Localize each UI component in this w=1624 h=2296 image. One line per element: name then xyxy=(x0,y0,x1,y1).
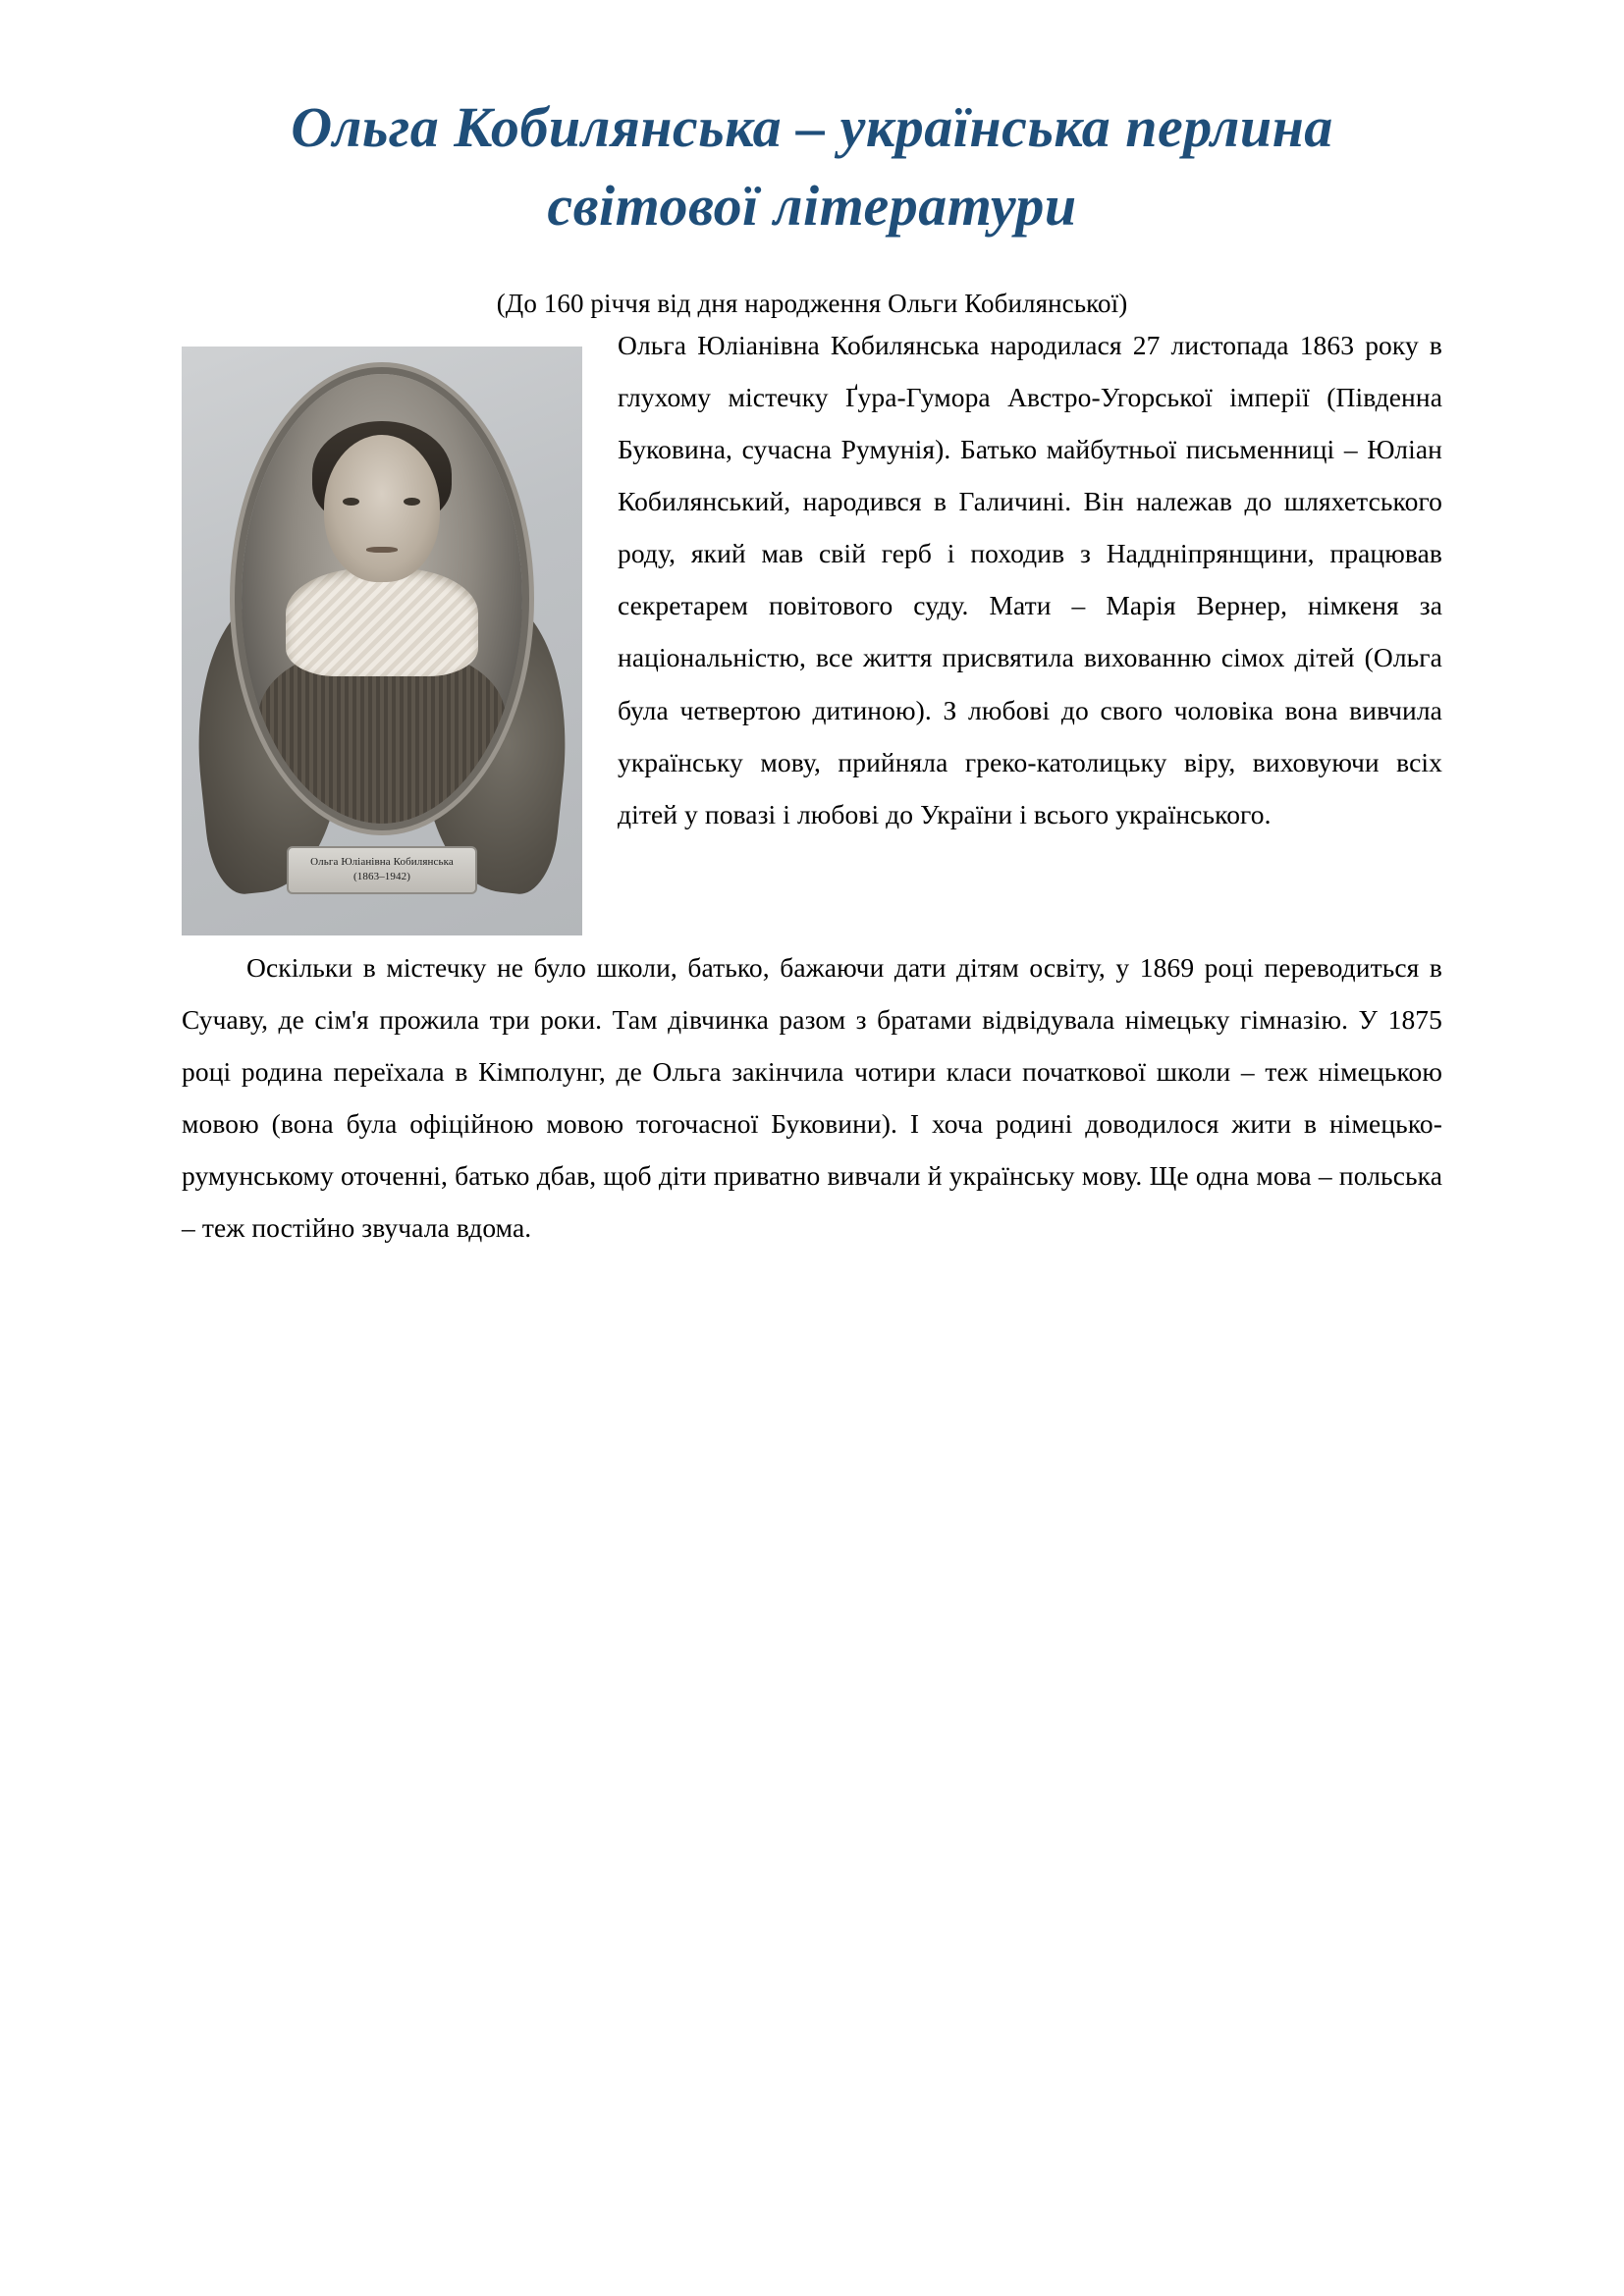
page-title: Ольга Кобилянська – українська перлина світової літератури xyxy=(291,95,1333,239)
mouth-shape xyxy=(366,547,398,553)
eye-right-shape xyxy=(404,498,420,506)
portrait-caption-plaque xyxy=(287,846,477,894)
portrait-figure xyxy=(182,347,582,935)
paragraph-2: Оскільки в містечку не було школи, батько, бажаючи дати дітям освіту, у 1869 році переводиться в Сучаву, де сім'я прожила три роки. Там дівчинка разом з братами відвідувала німецьку гімназію. У 1875 році родина переїхала в Кімполунг, де Ольга закінчила чотири класи початкової школи – теж німецькою мовою (вона була офіційною мовою тогочасної Буковини). І хоча родині доводилося жити в німецько-румунському оточенні, батько дбав, щоб діти приватно вивчали й українську мову. Ще одна мова – польська – теж постійно звучала вдома. xyxy=(182,952,1442,1244)
portrait-caption-years: (1863–1942) xyxy=(353,871,410,883)
page-subtitle: (До 160 річчя від дня народження Ольги Кобилянської) xyxy=(496,289,1128,319)
paragraph-1: Ольга Юліанівна Кобилянська народилася 27 листопада 1863 року в глухому містечку Ґура-Гумора Австро-Угорської імперії (Південна Буковина, сучасна Румунія). Батько майбутньої письменниці – Юліан Кобилянський, народився в Галичині. Він належав до шляхетського роду, який мав свій герб і походив з Наддніпрянщини, працював секретарем повітового суду. Мати – Марія Вернер, німкеня за національністю, все життя присвятила вихованню сімох дітей (Ольга була четвертою дитиною). З любові до свого чоловіка вона вивчила українську мову, прийняла греко-католицьку віру, виховуючи всіх дітей у повазі і любові до України і всього українського. xyxy=(618,330,1442,829)
portrait-image xyxy=(182,347,582,935)
eye-left-shape xyxy=(343,498,359,506)
document-body xyxy=(182,319,1442,1254)
dress-shape xyxy=(258,651,506,824)
oval-frame xyxy=(242,374,522,824)
lace-collar-shape xyxy=(286,568,478,676)
portrait-caption-name: Ольга Юліанівна Кобилянська xyxy=(310,856,454,869)
face-shape xyxy=(324,435,440,582)
